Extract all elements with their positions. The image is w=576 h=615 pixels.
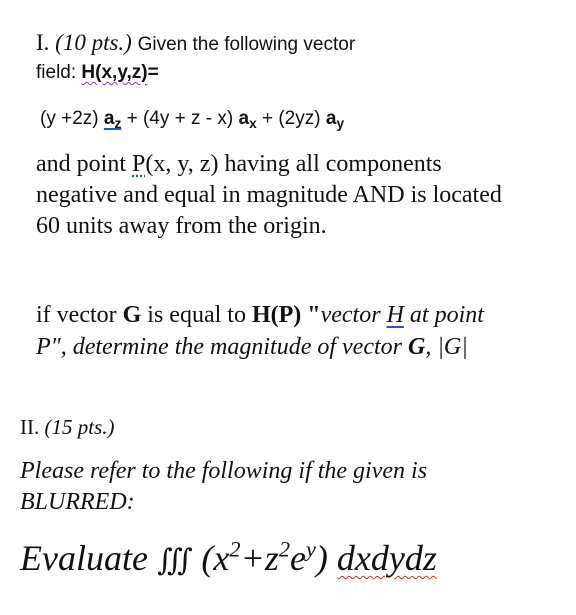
- question-line-2: P", determine the magnitude of vector G, |G|: [36, 334, 468, 360]
- problem-1-number: I.: [36, 30, 50, 55]
- field-equals: =: [147, 62, 159, 83]
- vector-g-label: G: [122, 302, 142, 328]
- vector-g-label-2: G: [407, 334, 426, 360]
- term-y-coefficient: + (2yz): [256, 108, 326, 129]
- problem-1-header: [36, 29, 355, 59]
- problem-2-points: (15 pts.): [44, 415, 115, 439]
- blurred-note: [20, 456, 427, 518]
- problem-1-intro: Given the following vector: [137, 34, 356, 55]
- point-description: [36, 149, 502, 242]
- point-name: P: [132, 151, 146, 177]
- field-definition-line: [36, 60, 159, 86]
- integral-expression: Evaluate ∭ $(x^2+z^2e^y)$ dxdydz: [20, 536, 437, 578]
- evaluate-label: Evaluate: [20, 538, 157, 578]
- point-line-2: negative and equal in magnitude AND is located: [36, 182, 502, 208]
- vector-field-expression: [40, 106, 344, 132]
- term-x-coefficient: + (4y + z - x): [121, 108, 239, 129]
- question-line-1: if vector G is equal to H(P) "vector H at point: [36, 302, 484, 328]
- blurred-note-line-2: BLURRED:: [20, 489, 135, 515]
- question-paragraph: [36, 299, 484, 363]
- point-line-1: and point P(x, y, z) having all components: [36, 151, 442, 177]
- unit-vector-ax: $a_x$: [238, 108, 257, 131]
- h-at-p-label: H(P): [251, 302, 302, 328]
- point-line-3: 60 units away from the origin.: [36, 213, 327, 239]
- triple-integral-symbol: ∭: [156, 544, 193, 577]
- vector-h-label: H: [386, 302, 404, 328]
- unit-vector-az: $a_z$: [103, 108, 122, 131]
- problem-2-header: [20, 414, 115, 440]
- unit-vector-ay: $a_y$: [325, 108, 345, 131]
- field-name: H(x,y,z): [81, 62, 148, 83]
- problem-1-points: (10 pts.): [55, 30, 132, 55]
- blurred-note-line-1: Please refer to the following if the given is: [20, 458, 428, 484]
- term-z-coefficient: (y +2z): [40, 108, 99, 129]
- differentials: dxdydz: [336, 538, 437, 578]
- field-label: field:: [36, 62, 82, 83]
- problem-2-number: II.: [20, 415, 40, 439]
